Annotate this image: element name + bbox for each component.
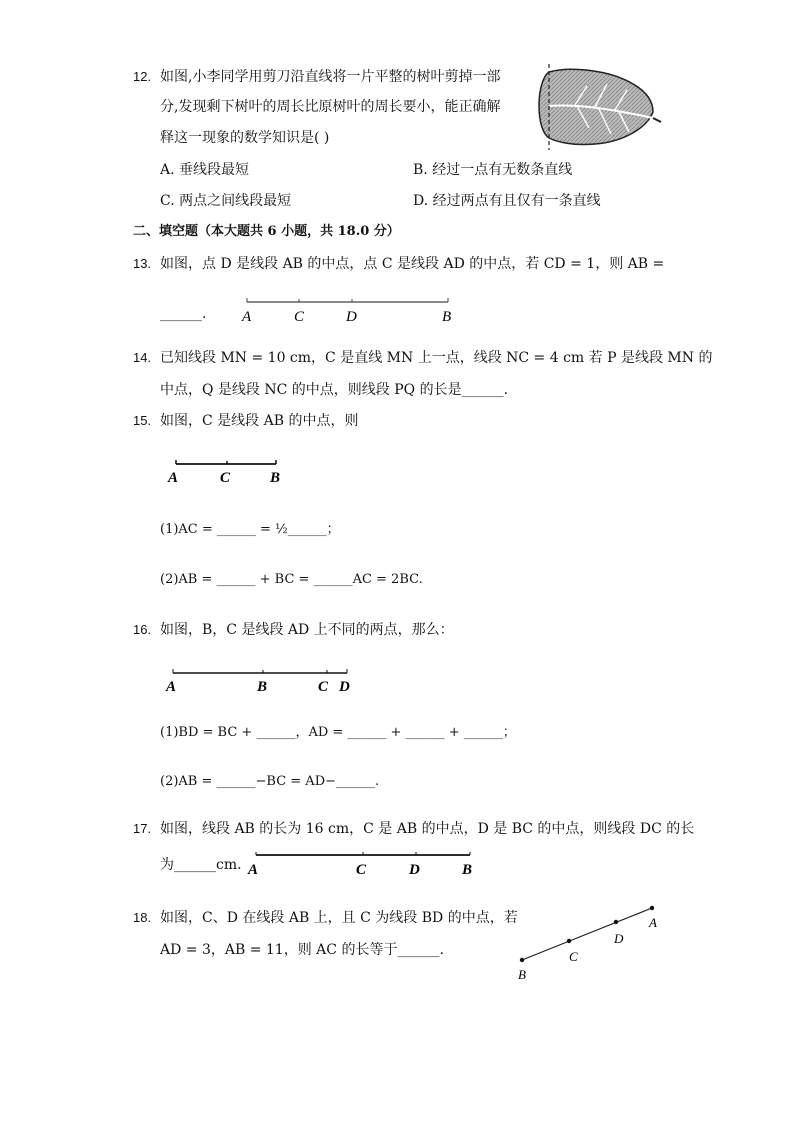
q16-sub2: (2)AB = ______−BC = AD−______. [160,774,380,789]
q13-label-c: C [294,309,305,325]
q18-label-c: C [569,949,578,964]
q15-label-b: B [270,470,281,486]
q15-line1: 如图，C 是线段 AB 的中点，则 [160,413,359,429]
q18-number: 18. [133,910,152,925]
q12-option-c: C. 两点之间线段最短 [160,193,292,209]
q17-label-b: B [462,862,473,878]
q17-label-a: A [248,862,259,878]
q13-line1: 如图，点 D 是线段 AB 的中点，点 C 是线段 AD 的中点，若 CD = 1，则 AB = [160,256,665,272]
q15-label-c: C [220,470,231,486]
q16-number: 16. [133,622,152,637]
q16-sub1: (1)BD = BC + ______，AD = ______ + ______ + ______； [160,725,516,740]
q18-label-b: B [518,967,526,982]
q12-line3: 释这一现象的数学知识是( ) [160,130,330,146]
q12-option-b: B. 经过一点有无数条直线 [413,162,573,178]
q14-line1: 已知线段 MN = 10 cm，C 是直线 MN 上一点，线段 NC = 4 cm 若 P 是线段 MN 的 [160,350,713,366]
q16-line1: 如图，B，C 是线段 AD 上不同的两点，那么： [160,622,454,638]
leaf-image [515,62,663,152]
q18-segment-figure [510,898,670,988]
q15-label-a: A [168,470,179,486]
q16-label-c: C [318,679,329,695]
q17-line2: 为______cm. [160,857,242,873]
q17-label-c: C [356,862,367,878]
q15-sub1: (1)AC = ______ = ½______； [160,522,340,537]
q13-number: 13. [133,256,152,271]
q13-blank: ______. [160,306,207,322]
q14-line2: 中点，Q 是线段 NC 的中点，则线段 PQ 的长是______. [160,382,509,398]
q17-line1: 如图，线段 AB 的长为 16 cm，C 是 AB 的中点，D 是 BC 的中点，则线段 DC 的长 [160,821,695,837]
q12-option-d: D. 经过两点有且仅有一条直线 [413,193,601,209]
q18-label-a: A [649,915,657,930]
q12-line1: 如图,小李同学用剪刀沿直线将一片平整的树叶剪掉一部 [160,69,501,85]
q15-number: 15. [133,413,152,428]
q18-line2: AD = 3，AB = 11，则 AC 的长等于______. [160,942,444,958]
q12-line2: 分,发现剩下树叶的周长比原树叶的周长要小，能正确解 [160,99,501,115]
q18-label-d: D [614,931,624,946]
q12-option-a: A. 垂线段最短 [160,162,250,178]
q13-label-d: D [346,309,357,325]
q17-segment-figure [244,846,480,880]
q14-number: 14. [133,350,152,365]
q16-label-b: B [257,679,268,695]
q16-label-a: A [166,679,177,695]
q17-label-d: D [409,862,420,878]
q17-number: 17. [133,821,152,836]
q12-number: 12. [133,69,152,84]
q13-label-b: B [442,309,452,325]
q16-segment-figure [162,664,362,698]
q15-sub2: (2)AB = ______ + BC = ______AC = 2BC. [160,572,423,587]
q13-label-a: A [242,309,252,325]
q13-segment-figure [230,292,460,328]
q15-segment-figure [162,455,292,489]
q16-label-d: D [339,679,350,695]
section-heading: 二、填空题（本大题共 6 小题，共 18.0 分） [133,224,400,239]
q18-line1: 如图，C、D 在线段 AB 上，且 C 为线段 BD 的中点，若 [160,910,518,926]
